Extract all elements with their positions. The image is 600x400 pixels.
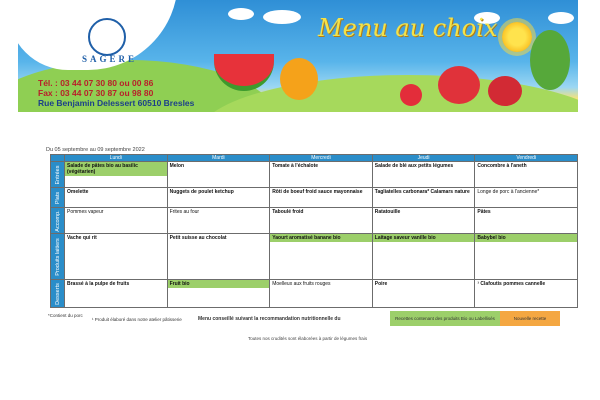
menu-cell	[270, 208, 373, 234]
row-label: Plats	[54, 191, 61, 204]
dish-name: Salade de pâtes bio au basilic (végétarien)	[65, 162, 167, 176]
menu-cell	[167, 162, 270, 188]
dish-name: Nuggets de poulet ketchup	[169, 189, 234, 195]
menu-cell	[167, 234, 270, 280]
dish-name: Salade de blé aux petits légumes	[374, 163, 454, 169]
legend-new-recipe: Nouvelle recette	[500, 311, 560, 326]
day-header-row	[51, 155, 578, 162]
row-label-cell	[51, 188, 65, 208]
menu-cell	[270, 234, 373, 280]
menu-cell	[475, 208, 578, 234]
menu-row-laitiers	[51, 234, 578, 280]
phone-number: Tél. : 03 44 07 30 80 ou 00 86	[38, 78, 154, 88]
strawberry-icon	[400, 84, 422, 106]
menu-cell	[372, 280, 475, 308]
menu-cell	[65, 234, 168, 280]
menu-cell	[65, 208, 168, 234]
dish-name: Brassé à la pulpe de fruits	[67, 281, 130, 287]
menu-table	[50, 154, 578, 308]
menu-page	[18, 0, 578, 400]
dish-name: Tagliatelles carbonara* Calamars nature	[374, 189, 470, 195]
sun-icon	[502, 22, 532, 52]
dish-name: Pâtes	[477, 209, 491, 215]
legend-workshop: ¹ Produit élaboré dans notre atelier pâtisserie	[92, 317, 182, 322]
legend-pork: *Contient du porc	[48, 313, 83, 318]
menu-cell	[167, 280, 270, 308]
row-label: Entrées	[54, 165, 61, 184]
row-label-cell	[51, 280, 65, 308]
menu-cell	[475, 280, 578, 308]
dish-name: Tomate à l'échalote	[272, 163, 319, 169]
dish-name: Fruit bio	[168, 280, 270, 288]
day-header: Jeudi	[372, 155, 475, 162]
dish-name: Rôti de boeuf froid sauce mayonnaise	[272, 189, 363, 195]
menu-cell	[475, 162, 578, 188]
dish-name: Petit suisse au chocolat	[169, 235, 227, 241]
menu-cell	[372, 162, 475, 188]
contact-info	[38, 78, 194, 108]
fax-number: Fax : 03 44 07 30 87 ou 98 80	[38, 88, 154, 98]
logo-name: SAGERE	[82, 54, 138, 64]
dish-name: Longe de porc à l'ancienne*	[477, 189, 540, 195]
menu-cell	[270, 280, 373, 308]
dish-name: Laitage saveur vanille bio	[373, 234, 475, 242]
menu-row-desserts	[51, 280, 578, 308]
pepper-icon	[280, 58, 318, 100]
legend-nutrition: Menu conseillé suivant la recommandation nutritionnelle du	[198, 316, 341, 322]
dish-name: ¹ Clafoutis pommes cannelle	[477, 281, 546, 287]
cherry-icon	[488, 76, 522, 106]
dish-name: Moelleux aux fruits rouges	[272, 281, 331, 287]
corner-cell	[51, 155, 65, 162]
menu-cell	[475, 188, 578, 208]
day-header: Mardi	[167, 155, 270, 162]
menu-period: Du 05 septembre au 09 septembre 2022	[46, 147, 145, 153]
dish-name: Vache qui rit	[67, 235, 97, 241]
menu-cell	[372, 188, 475, 208]
legend-organic: Recettes contenant des produits Bio ou Labellisés	[390, 311, 500, 326]
dish-name: Poire	[374, 281, 388, 287]
day-header: Vendredi	[475, 155, 578, 162]
row-label: Desserts	[54, 282, 61, 305]
menu-cell	[372, 208, 475, 234]
dish-name: Yaourt aromatisé banane bio	[270, 234, 372, 242]
dish-name: Babybel bio	[475, 234, 577, 242]
menu-cell	[475, 234, 578, 280]
dish-name: Concombre à l'aneth	[477, 163, 527, 169]
menu-cell	[65, 162, 168, 188]
menu-row-entrees	[51, 162, 578, 188]
tomato-icon	[438, 66, 480, 104]
dish-name: Omelette	[67, 189, 89, 195]
dish-name: Frites au four	[169, 209, 200, 215]
menu-row-accomp	[51, 208, 578, 234]
menu-cell	[372, 234, 475, 280]
header-banner	[18, 0, 578, 112]
menu-cell	[65, 188, 168, 208]
menu-cell	[167, 208, 270, 234]
menu-cell	[65, 280, 168, 308]
footer-note: Toutes nos crudités sont élaborées à partir de légumes frais	[248, 336, 368, 341]
menu-row-plats	[51, 188, 578, 208]
row-label: Produits laitiers	[54, 237, 61, 276]
dish-name: Ratatouille	[374, 209, 401, 215]
day-header: Mercredi	[270, 155, 373, 162]
dish-name: Melon	[169, 163, 185, 169]
menu-cell	[167, 188, 270, 208]
row-label: Accomp.	[54, 209, 61, 232]
menu-cell	[270, 188, 373, 208]
row-label-cell	[51, 162, 65, 188]
dish-name: Taboulé froid	[272, 209, 304, 215]
row-label-cell	[51, 234, 65, 280]
logo-icon	[88, 18, 126, 56]
page-title: Menu au choix	[318, 14, 498, 42]
menu-cell	[270, 162, 373, 188]
dish-name: Pommes vapeur	[67, 209, 104, 215]
day-header: Lundi	[65, 155, 168, 162]
tree-icon	[530, 30, 570, 90]
address: Rue Benjamin Delessert 60510 Bresles	[38, 98, 195, 108]
row-label-cell	[51, 208, 65, 234]
